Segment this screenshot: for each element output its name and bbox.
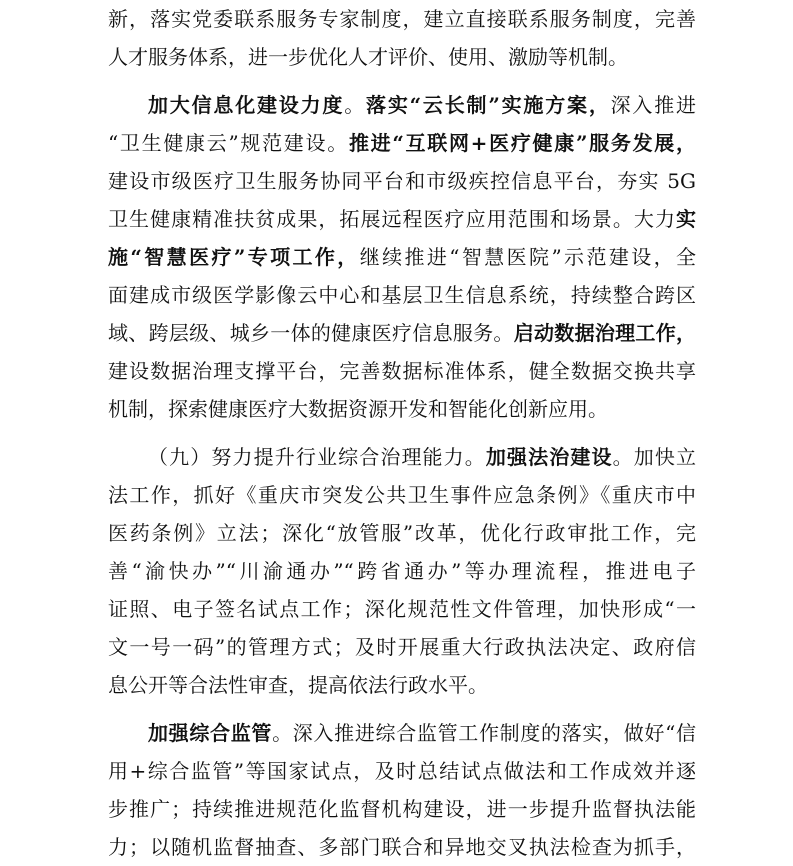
text-run: 。 — [344, 93, 367, 117]
text-run: 法工作，抓好《重庆市突发公共卫生事件应急条例》《重庆市中 — [108, 483, 696, 507]
paragraph-governance — [108, 438, 696, 704]
text-line — [108, 38, 696, 76]
text-line — [108, 590, 696, 628]
bold-text: 实 — [676, 207, 696, 231]
text-run: 文一号一码”的管理方式；及时开展重大行政执法决定、政府信 — [108, 635, 696, 659]
text-run: 医药条例》立法；深化“放管服”改革，优化行政审批工作，完 — [108, 521, 696, 545]
text-line — [108, 390, 696, 428]
text-run: 新，落实党委联系服务专家制度，建立直接联系服务制度，完善 — [108, 7, 696, 31]
text-line — [108, 352, 696, 390]
text-run: 息公开等合法性审查，提高依法行政水平。 — [108, 673, 488, 697]
text-run: 继续推进“智慧医院”示范建设，全 — [359, 245, 697, 269]
text-line — [108, 790, 696, 828]
text-run: 深入推进 — [610, 93, 697, 117]
bold-text: 落实“云长制”实施方案， — [366, 93, 611, 117]
text-run: 用+综合监管”等国家试点，及时总结试点做法和工作成效并逐 — [108, 759, 696, 783]
bold-heading: 加大信息化建设力度 — [148, 93, 345, 117]
bold-text: 施“智慧医疗”专项工作， — [108, 245, 360, 269]
paragraph-informatization — [108, 86, 696, 428]
text-line — [108, 86, 696, 124]
section-heading: （九）努力提升行业综合治理能力。 — [148, 445, 486, 469]
text-run: 建设市级医疗卫生服务协同平台和市级疾控信息平台，夯实 5G — [108, 169, 696, 193]
text-line — [108, 200, 696, 238]
text-line — [108, 514, 696, 552]
text-run: 人才服务体系，进一步优化人才评价、使用、激励等机制。 — [108, 45, 628, 69]
text-run: 面建成市级医学影像云中心和基层卫生信息系统，持续整合跨区 — [108, 283, 696, 307]
text-line — [108, 552, 696, 590]
text-run: 。加快立 — [612, 445, 697, 469]
bold-text: 推进“互联网+医疗健康”服务发展， — [348, 131, 697, 155]
text-line — [108, 714, 696, 752]
text-run: 证照、电子签名试点工作；深化规范性文件管理，加快形成“一 — [108, 597, 696, 621]
text-run: 。深入推进综合监管工作制度的落实，做好“信 — [272, 721, 696, 745]
text-run: 建设数据治理支撑平台，完善数据标准体系，健全数据交换共享 — [108, 359, 696, 383]
paragraph-talent-service — [108, 0, 696, 76]
text-line — [108, 828, 696, 866]
text-line — [108, 628, 696, 666]
text-run: 步推广；持续推进规范化监督机构建设，进一步提升监督执法能 — [108, 797, 696, 821]
text-line — [108, 752, 696, 790]
text-run: 机制，探索健康医疗大数据资源开发和智能化创新应用。 — [108, 397, 608, 421]
text-run: 力；以随机监督抽查、多部门联合和异地交叉执法检查为抓手， — [108, 835, 696, 859]
text-line — [108, 162, 696, 200]
document-page — [108, 0, 696, 866]
bold-heading: 加强综合监管 — [148, 721, 273, 745]
text-line — [108, 0, 696, 38]
text-line — [108, 238, 696, 276]
bold-heading: 加强法治建设 — [485, 445, 613, 469]
text-run: “卫生健康云”规范建设。 — [108, 131, 349, 155]
text-run: 域、跨层级、城乡一体的健康医疗信息服务。 — [108, 321, 514, 345]
text-line — [108, 476, 696, 514]
bold-text: 启动数据治理工作， — [513, 321, 697, 345]
text-line — [108, 314, 696, 352]
paragraph-supervision — [108, 714, 696, 866]
text-line — [108, 438, 696, 476]
text-line — [108, 124, 696, 162]
text-run: 卫生健康精准扶贫成果，拓展远程医疗应用范围和场景。大力 — [108, 207, 676, 231]
text-line — [108, 666, 696, 704]
text-run: 善“渝快办”“川渝通办”“跨省通办”等办理流程，推进电子 — [108, 559, 696, 583]
text-line — [108, 276, 696, 314]
